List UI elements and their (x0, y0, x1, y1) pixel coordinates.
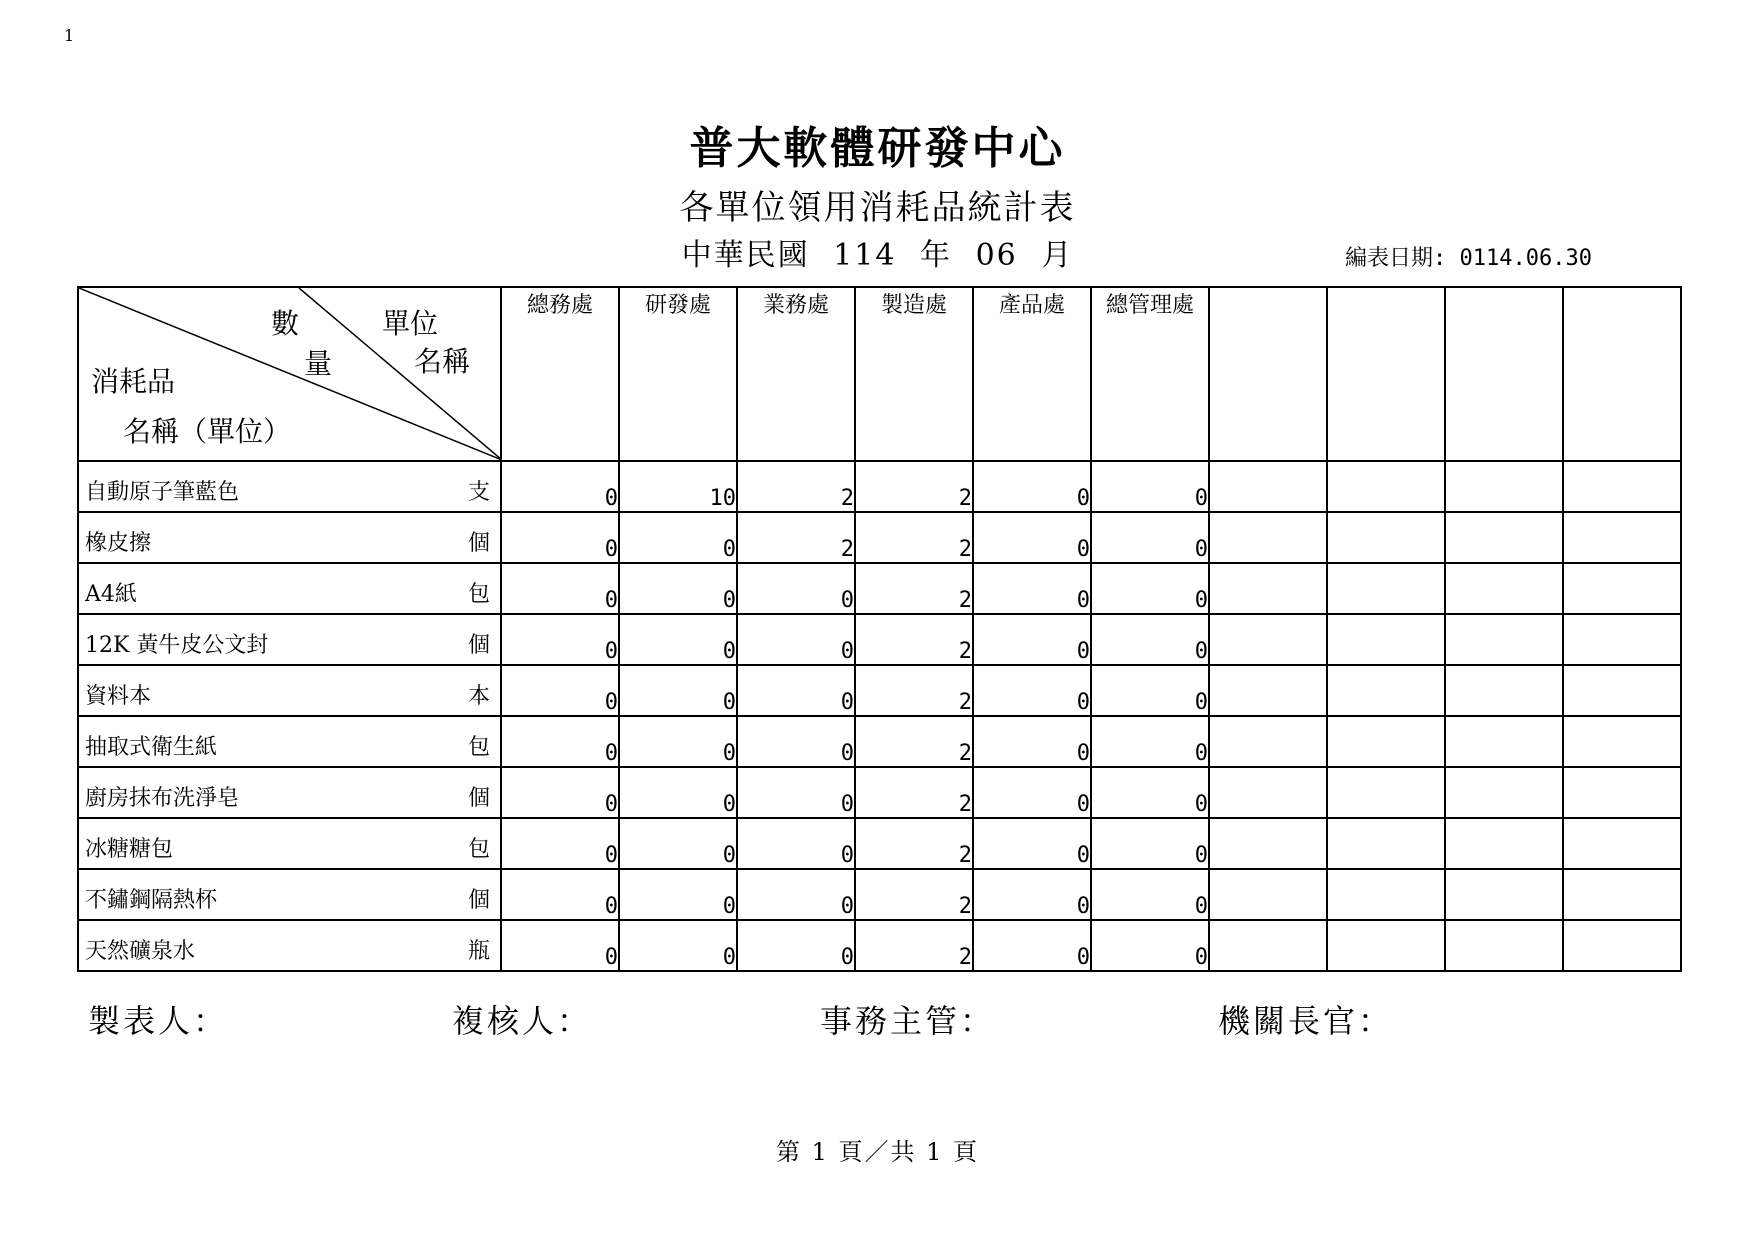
quantity-cell: 0 (619, 818, 737, 869)
quantity-cell: 2 (855, 716, 973, 767)
empty-cell (1209, 512, 1327, 563)
table-row (78, 920, 1681, 971)
empty-cell (1209, 665, 1327, 716)
item-unit: 支 (467, 480, 490, 505)
signature-director: 機關長官： (1218, 1002, 1394, 1040)
item-cell (78, 920, 501, 971)
empty-cell (1209, 461, 1327, 512)
dept-header: 總務處 (501, 287, 619, 461)
corner-label-item-name-1: 消耗品 (91, 365, 176, 398)
empty-cell (1209, 818, 1327, 869)
item-cell (78, 512, 501, 563)
item-name: 冰糖糖包 (85, 837, 174, 862)
item-name: 12K 黃牛皮公文封 (85, 633, 269, 658)
empty-cell (1563, 716, 1681, 767)
dept-header-empty (1445, 287, 1563, 461)
quantity-cell: 2 (855, 512, 973, 563)
quantity-cell: 0 (501, 920, 619, 971)
empty-cell (1445, 665, 1563, 716)
empty-cell (1563, 920, 1681, 971)
report-subtitle: 各單位領用消耗品統計表 (679, 188, 1076, 228)
compile-date: 編表日期: 0114.06.30 (1345, 246, 1592, 271)
quantity-cell: 0 (737, 716, 855, 767)
quantity-cell: 0 (1091, 614, 1209, 665)
item-unit: 包 (467, 735, 490, 760)
quantity-cell: 0 (1091, 563, 1209, 614)
item-cell (78, 665, 501, 716)
quantity-cell: 2 (855, 614, 973, 665)
quantity-cell: 2 (855, 767, 973, 818)
quantity-cell: 0 (501, 461, 619, 512)
quantity-cell: 2 (855, 869, 973, 920)
page-footer: 第 1 頁／共 1 頁 (775, 1138, 980, 1166)
quantity-cell: 0 (501, 767, 619, 818)
quantity-cell: 0 (1091, 767, 1209, 818)
quantity-cell: 0 (973, 461, 1091, 512)
quantity-cell: 0 (737, 563, 855, 614)
quantity-cell: 0 (501, 716, 619, 767)
signature-reviewer: 複核人： (452, 1002, 593, 1040)
empty-cell (1327, 563, 1445, 614)
corner-label-quantity-2: 量 (304, 347, 333, 380)
period-month-unit: 月 (1041, 238, 1074, 273)
empty-cell (1327, 665, 1445, 716)
header-corner-cell (78, 287, 501, 461)
item-unit: 本 (467, 684, 490, 709)
dept-header: 產品處 (973, 287, 1091, 461)
empty-cell (1445, 869, 1563, 920)
dept-header: 總管理處 (1091, 287, 1209, 461)
empty-cell (1563, 818, 1681, 869)
quantity-cell: 10 (619, 461, 737, 512)
empty-cell (1445, 767, 1563, 818)
quantity-cell: 0 (973, 563, 1091, 614)
quantity-cell: 0 (973, 869, 1091, 920)
quantity-cell: 0 (619, 869, 737, 920)
quantity-cell: 0 (737, 767, 855, 818)
quantity-cell: 0 (973, 716, 1091, 767)
item-name: 抽取式衛生紙 (85, 735, 218, 760)
item-name: 不鏽鋼隔熱杯 (85, 888, 218, 913)
quantity-cell: 0 (973, 614, 1091, 665)
corner-label-unit-name-1: 單位 (382, 307, 439, 340)
table-row (78, 461, 1681, 512)
quantity-cell: 0 (1091, 920, 1209, 971)
empty-cell (1327, 512, 1445, 563)
quantity-cell: 0 (501, 869, 619, 920)
quantity-cell: 2 (855, 920, 973, 971)
item-unit: 包 (467, 837, 490, 862)
quantity-cell: 0 (501, 563, 619, 614)
table-row (78, 563, 1681, 614)
period-year-unit: 年 (920, 238, 953, 273)
consumables-table (77, 286, 1682, 972)
item-unit: 個 (467, 531, 490, 556)
item-cell (78, 461, 501, 512)
quantity-cell: 2 (737, 461, 855, 512)
item-cell (78, 767, 501, 818)
period-era: 中華民國 (681, 238, 810, 273)
quantity-cell: 0 (619, 512, 737, 563)
empty-cell (1445, 818, 1563, 869)
corner-label-unit-name-2: 名稱 (414, 345, 471, 378)
period-year: 114 (833, 238, 897, 273)
item-unit: 個 (467, 786, 490, 811)
item-name: 廚房抹布洗淨皂 (85, 786, 240, 811)
item-name: 橡皮擦 (85, 531, 152, 556)
quantity-cell: 0 (973, 920, 1091, 971)
empty-cell (1445, 614, 1563, 665)
table-row (78, 767, 1681, 818)
quantity-cell: 0 (973, 818, 1091, 869)
table-row (78, 614, 1681, 665)
empty-cell (1445, 461, 1563, 512)
empty-cell (1209, 563, 1327, 614)
corner-label-item-name-2: 名稱（單位） (123, 415, 292, 448)
dept-header-empty (1209, 287, 1327, 461)
table-body (78, 461, 1681, 971)
quantity-cell: 2 (855, 665, 973, 716)
empty-cell (1209, 716, 1327, 767)
empty-cell (1209, 920, 1327, 971)
item-name: A4紙 (85, 582, 137, 607)
quantity-cell: 2 (855, 818, 973, 869)
period-month: 06 (975, 238, 1018, 273)
quantity-cell: 0 (737, 665, 855, 716)
quantity-cell: 0 (619, 767, 737, 818)
quantity-cell: 0 (501, 818, 619, 869)
dept-header-empty (1563, 287, 1681, 461)
table-row (78, 665, 1681, 716)
empty-cell (1445, 563, 1563, 614)
dept-header: 研發處 (619, 287, 737, 461)
quantity-cell: 0 (619, 920, 737, 971)
quantity-cell: 0 (1091, 818, 1209, 869)
quantity-cell: 0 (1091, 869, 1209, 920)
table-row (78, 512, 1681, 563)
empty-cell (1563, 563, 1681, 614)
item-unit: 個 (467, 888, 490, 913)
item-name: 天然礦泉水 (85, 939, 196, 964)
empty-cell (1327, 818, 1445, 869)
item-unit: 包 (467, 582, 490, 607)
empty-cell (1563, 767, 1681, 818)
empty-cell (1563, 512, 1681, 563)
quantity-cell: 0 (1091, 665, 1209, 716)
quantity-cell: 0 (737, 818, 855, 869)
empty-cell (1445, 512, 1563, 563)
dept-header: 製造處 (855, 287, 973, 461)
empty-cell (1327, 869, 1445, 920)
quantity-cell: 0 (619, 665, 737, 716)
item-cell (78, 563, 501, 614)
empty-cell (1563, 869, 1681, 920)
signature-preparer: 製表人： (88, 1002, 229, 1040)
item-name: 自動原子筆藍色 (85, 480, 240, 505)
item-cell (78, 716, 501, 767)
empty-cell (1563, 614, 1681, 665)
quantity-cell: 0 (501, 614, 619, 665)
quantity-cell: 0 (619, 563, 737, 614)
page-title: 普大軟體研發中心 (689, 123, 1066, 174)
item-unit: 個 (467, 633, 490, 658)
quantity-cell: 0 (973, 665, 1091, 716)
quantity-cell: 0 (737, 614, 855, 665)
table-row (78, 869, 1681, 920)
item-cell (78, 614, 501, 665)
empty-cell (1327, 767, 1445, 818)
empty-cell (1563, 665, 1681, 716)
empty-cell (1563, 461, 1681, 512)
item-name: 資料本 (85, 684, 152, 709)
quantity-cell: 0 (1091, 716, 1209, 767)
table-header-row (78, 287, 1681, 461)
quantity-cell: 0 (501, 512, 619, 563)
empty-cell (1327, 716, 1445, 767)
empty-cell (1209, 614, 1327, 665)
table-row (78, 716, 1681, 767)
signature-supervisor: 事務主管： (820, 1002, 996, 1040)
quantity-cell: 0 (737, 920, 855, 971)
dept-header: 業務處 (737, 287, 855, 461)
quantity-cell: 0 (501, 665, 619, 716)
empty-cell (1327, 614, 1445, 665)
item-cell (78, 869, 501, 920)
quantity-cell: 0 (1091, 512, 1209, 563)
quantity-cell: 0 (973, 767, 1091, 818)
quantity-cell: 2 (855, 461, 973, 512)
empty-cell (1327, 920, 1445, 971)
quantity-cell: 0 (973, 512, 1091, 563)
empty-cell (1445, 716, 1563, 767)
empty-cell (1209, 869, 1327, 920)
quantity-cell: 0 (737, 869, 855, 920)
dept-header-empty (1327, 287, 1445, 461)
empty-cell (1209, 767, 1327, 818)
item-cell (78, 818, 501, 869)
empty-cell (1327, 461, 1445, 512)
quantity-cell: 2 (737, 512, 855, 563)
item-unit: 瓶 (467, 939, 490, 964)
empty-cell (1445, 920, 1563, 971)
quantity-cell: 0 (1091, 461, 1209, 512)
quantity-cell: 0 (619, 614, 737, 665)
quantity-cell: 2 (855, 563, 973, 614)
quantity-cell: 0 (619, 716, 737, 767)
table-row (78, 818, 1681, 869)
page-number: 1 (64, 26, 75, 45)
corner-label-quantity-1: 數 (271, 307, 300, 340)
